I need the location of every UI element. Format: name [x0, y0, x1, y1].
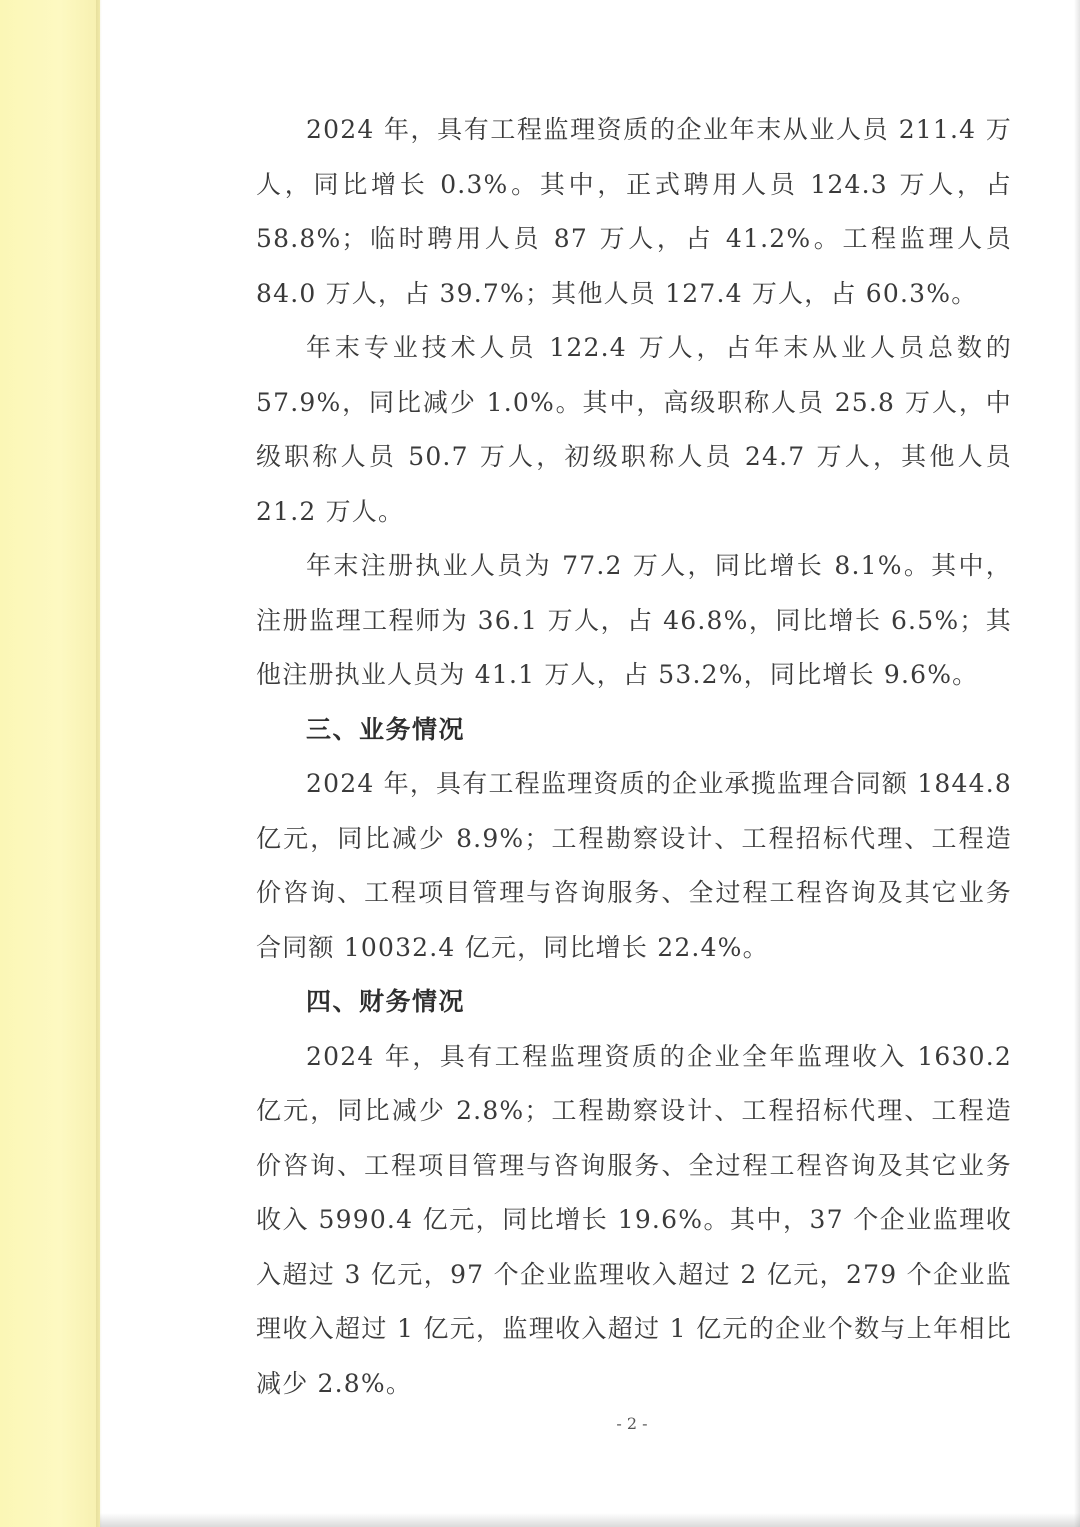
paragraph-employees: 2024 年，具有工程监理资质的企业年末从业人员 211.4 万人，同比增长 0.3%。其中，正式聘用人员 124.3 万人，占 58.8%；临时聘用人员 87 万人，占 41.2%。工程监理人员 84.0 万人，占 39.7%；其他人员 127.4 万人，占 60.3%。 — [256, 115, 1012, 308]
page-number: - 2 - — [616, 1414, 648, 1433]
page-bottom-shadow — [100, 1513, 1080, 1527]
heading-finance: 四、财务情况 — [306, 987, 466, 1016]
binding-strip-edge — [96, 0, 102, 1527]
document-body — [256, 103, 1012, 1411]
heading-business: 三、业务情况 — [306, 714, 466, 744]
paragraph-technical-staff: 年末专业技术人员 122.4 万人，占年末从业人员总数的 57.9%，同比减少 1.0%。其中，高级职称人员 25.8 万人，中级职称人员 50.7 万人，初级职称人员 24.7 万人，其他人员 21.2 万人。 — [256, 333, 1012, 526]
paragraph-business: 2024 年，具有工程监理资质的企业承揽监理合同额 1844.8 亿元，同比减少 8.9%；工程勘察设计、工程招标代理、工程造价咨询、工程项目管理与咨询服务、全过程工程咨询及其它业务合同额 10032.4 亿元，同比增长 22.4%。 — [256, 769, 1012, 962]
page-right-shadow — [1074, 0, 1080, 1527]
paragraph-finance: 2024 年，具有工程监理资质的企业全年监理收入 1630.2 亿元，同比减少 2.8%；工程勘察设计、工程招标代理、工程造价咨询、工程项目管理与咨询服务、全过程工程咨询及其它业务收入 5990.4 亿元，同比增长 19.6%。其中，37 个企业监理收入超过 3 亿元，97 个企业监理收入超过 2 亿元，279 个企业监理收入超过 1 亿元，监理收入超过 1 亿元的企业个数与上年相比减少 2.8%。 — [256, 1041, 1012, 1398]
binding-strip — [0, 0, 100, 1527]
paragraph-registered-staff: 年末注册执业人员为 77.2 万人，同比增长 8.1%。其中，注册监理工程师为 36.1 万人，占 46.8%，同比增长 6.5%；其他注册执业人员为 41.1 万人，占 53.2%，同比增长 9.6%。 — [256, 551, 1012, 689]
